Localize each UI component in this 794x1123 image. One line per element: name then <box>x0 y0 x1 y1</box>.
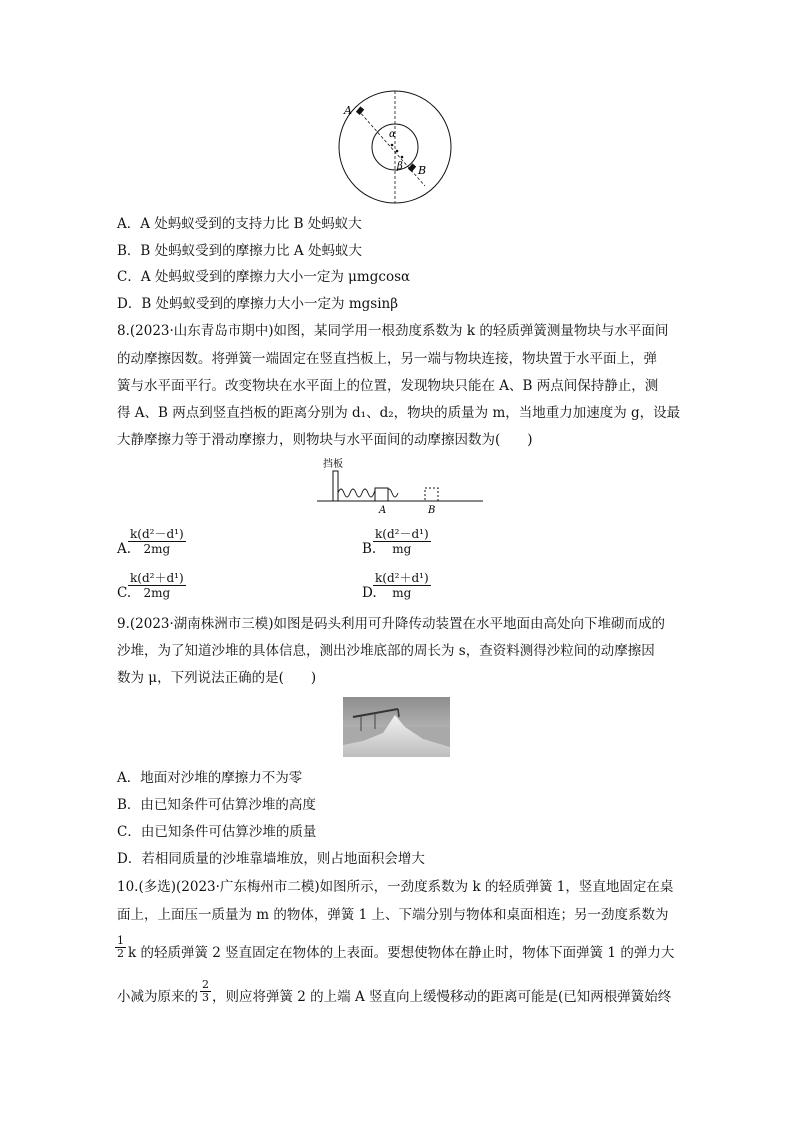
q9-option-c: C．由已知条件可估算沙堆的质量 <box>117 824 317 840</box>
label-b: B <box>418 164 427 177</box>
q8-option-c-label: C. <box>117 585 132 601</box>
q8-line-3: 簧与水平面平行。改变物块在水平面上的位置，发现物块只能在 A、B 两点间保持静止，测 <box>117 378 659 394</box>
block-b-dashed <box>425 488 438 501</box>
sand-pile-photo <box>343 697 450 757</box>
q8-option-c-fraction <box>128 571 186 600</box>
q9-option-b: B．由已知条件可估算沙堆的高度 <box>117 797 316 813</box>
q9-option-a: A．地面对沙堆的摩擦力不为零 <box>117 770 303 786</box>
q8-line-1: 8.(2023·山东青岛市期中)如图，某同学用一根劲度系数为 k 的轻质弹簧测量物块与水平面间 <box>117 323 669 339</box>
q8-option-a-den: 2mg <box>143 542 171 556</box>
q9-line-1: 9.(2023·湖南株洲市三模)如图是码头利用可升降传动装置在水平地面由高处向下堆砌而成的 <box>117 616 666 632</box>
q8-option-a-num: k(d²－d¹) <box>130 527 184 541</box>
q8-option-b-num: k(d²－d¹) <box>375 527 429 541</box>
q10-line-3: k 的轻质弹簧 2 竖直固定在物体的上表面。要想使物体在静止时，物体下面弹簧 1 的弹力大 <box>128 945 675 961</box>
q10-line-1: 10.(多选)(2023·广东梅州市二模)如图所示，一劲度系数为 k 的轻质弹簧 1，竖直地固定在桌 <box>117 879 674 895</box>
q8-option-a-fraction <box>128 527 186 556</box>
q9-line-3: 数为 μ，下列说法正确的是( ) <box>117 670 317 686</box>
label-a: A <box>344 104 352 117</box>
q8-option-b-fraction <box>373 527 431 556</box>
q10-fraction-two-thirds-den: 3 <box>202 991 209 1004</box>
q10-fraction-two-thirds <box>200 979 211 1004</box>
q8-option-d-num: k(d²＋d¹) <box>375 571 429 585</box>
q9-line-2: 沙堆，为了知道沙堆的具体信息，测出沙堆底部的周长为 s，查资料测得沙粒间的动摩擦因 <box>117 643 655 659</box>
q8-option-d-den: mg <box>392 586 412 600</box>
spring-block-figure <box>315 455 485 515</box>
q10-line-4b: ，则应将弹簧 2 的上端 A 竖直向上缓慢移动的距离可能是(已知两根弹簧始终 <box>212 989 672 1005</box>
ant-a-icon <box>356 106 364 115</box>
point-b-label: B <box>428 505 436 515</box>
q10-fraction-half-num: 1 <box>117 934 124 947</box>
q8-option-b-label: B. <box>362 541 377 557</box>
q10-line-4a: 小减为原来的 <box>117 989 198 1005</box>
q10-fraction-half <box>115 935 126 960</box>
q8-option-d-label: D. <box>362 585 377 601</box>
q8-line-4: 得 A、B 两点到竖直挡板的距离分别为 d₁、d₂，物块的质量为 m，当地重力加速度为 g，设最 <box>117 405 681 421</box>
q8-option-b-den: mg <box>392 542 412 556</box>
q9-option-d: D．若相同质量的沙堆靠墙堆放，则占地面积会增大 <box>117 851 425 867</box>
q7-option-d: D．B 处蚂蚁受到的摩擦力大小一定为 mgsinβ <box>117 296 399 312</box>
point-a-label: A <box>379 505 387 515</box>
spring <box>338 489 398 497</box>
q7-option-b: B．B 处蚂蚁受到的摩擦力比 A 处蚂蚁大 <box>117 243 362 259</box>
label-beta: β <box>397 161 403 172</box>
q10-fraction-half-den: 2 <box>117 947 124 960</box>
q10-line-2: 面上，上面压一质量为 m 的物体，弹簧 1 上、下端分别与物体和桌面相连；另一劲度系数为 <box>117 907 669 923</box>
q8-option-c-den: 2mg <box>143 586 171 600</box>
q7-option-c: C．A 处蚂蚁受到的摩擦力大小一定为 μmgcosα <box>117 269 411 285</box>
q8-option-a-label: A. <box>117 541 132 557</box>
q8-option-c-num: k(d²＋d¹) <box>130 571 184 585</box>
q8-line-5: 大静摩擦力等于滑动摩擦力，则物块与水平面间的动摩擦因数为( ) <box>117 432 533 448</box>
q7-option-a: A．A 处蚂蚁受到的支持力比 B 处蚂蚁大 <box>117 216 362 232</box>
q8-option-d-fraction <box>373 571 431 600</box>
q10-fraction-two-thirds-num: 2 <box>202 978 209 991</box>
label-alpha: α <box>389 129 396 140</box>
q8-line-2: 的动摩擦因数。将弹簧一端固定在竖直挡板上，另一端与物块连接，物块置于水平面上，弹 <box>117 351 657 367</box>
block-a <box>375 488 388 501</box>
wall-label: 挡板 <box>323 459 343 470</box>
concentric-circles-figure <box>330 90 460 210</box>
